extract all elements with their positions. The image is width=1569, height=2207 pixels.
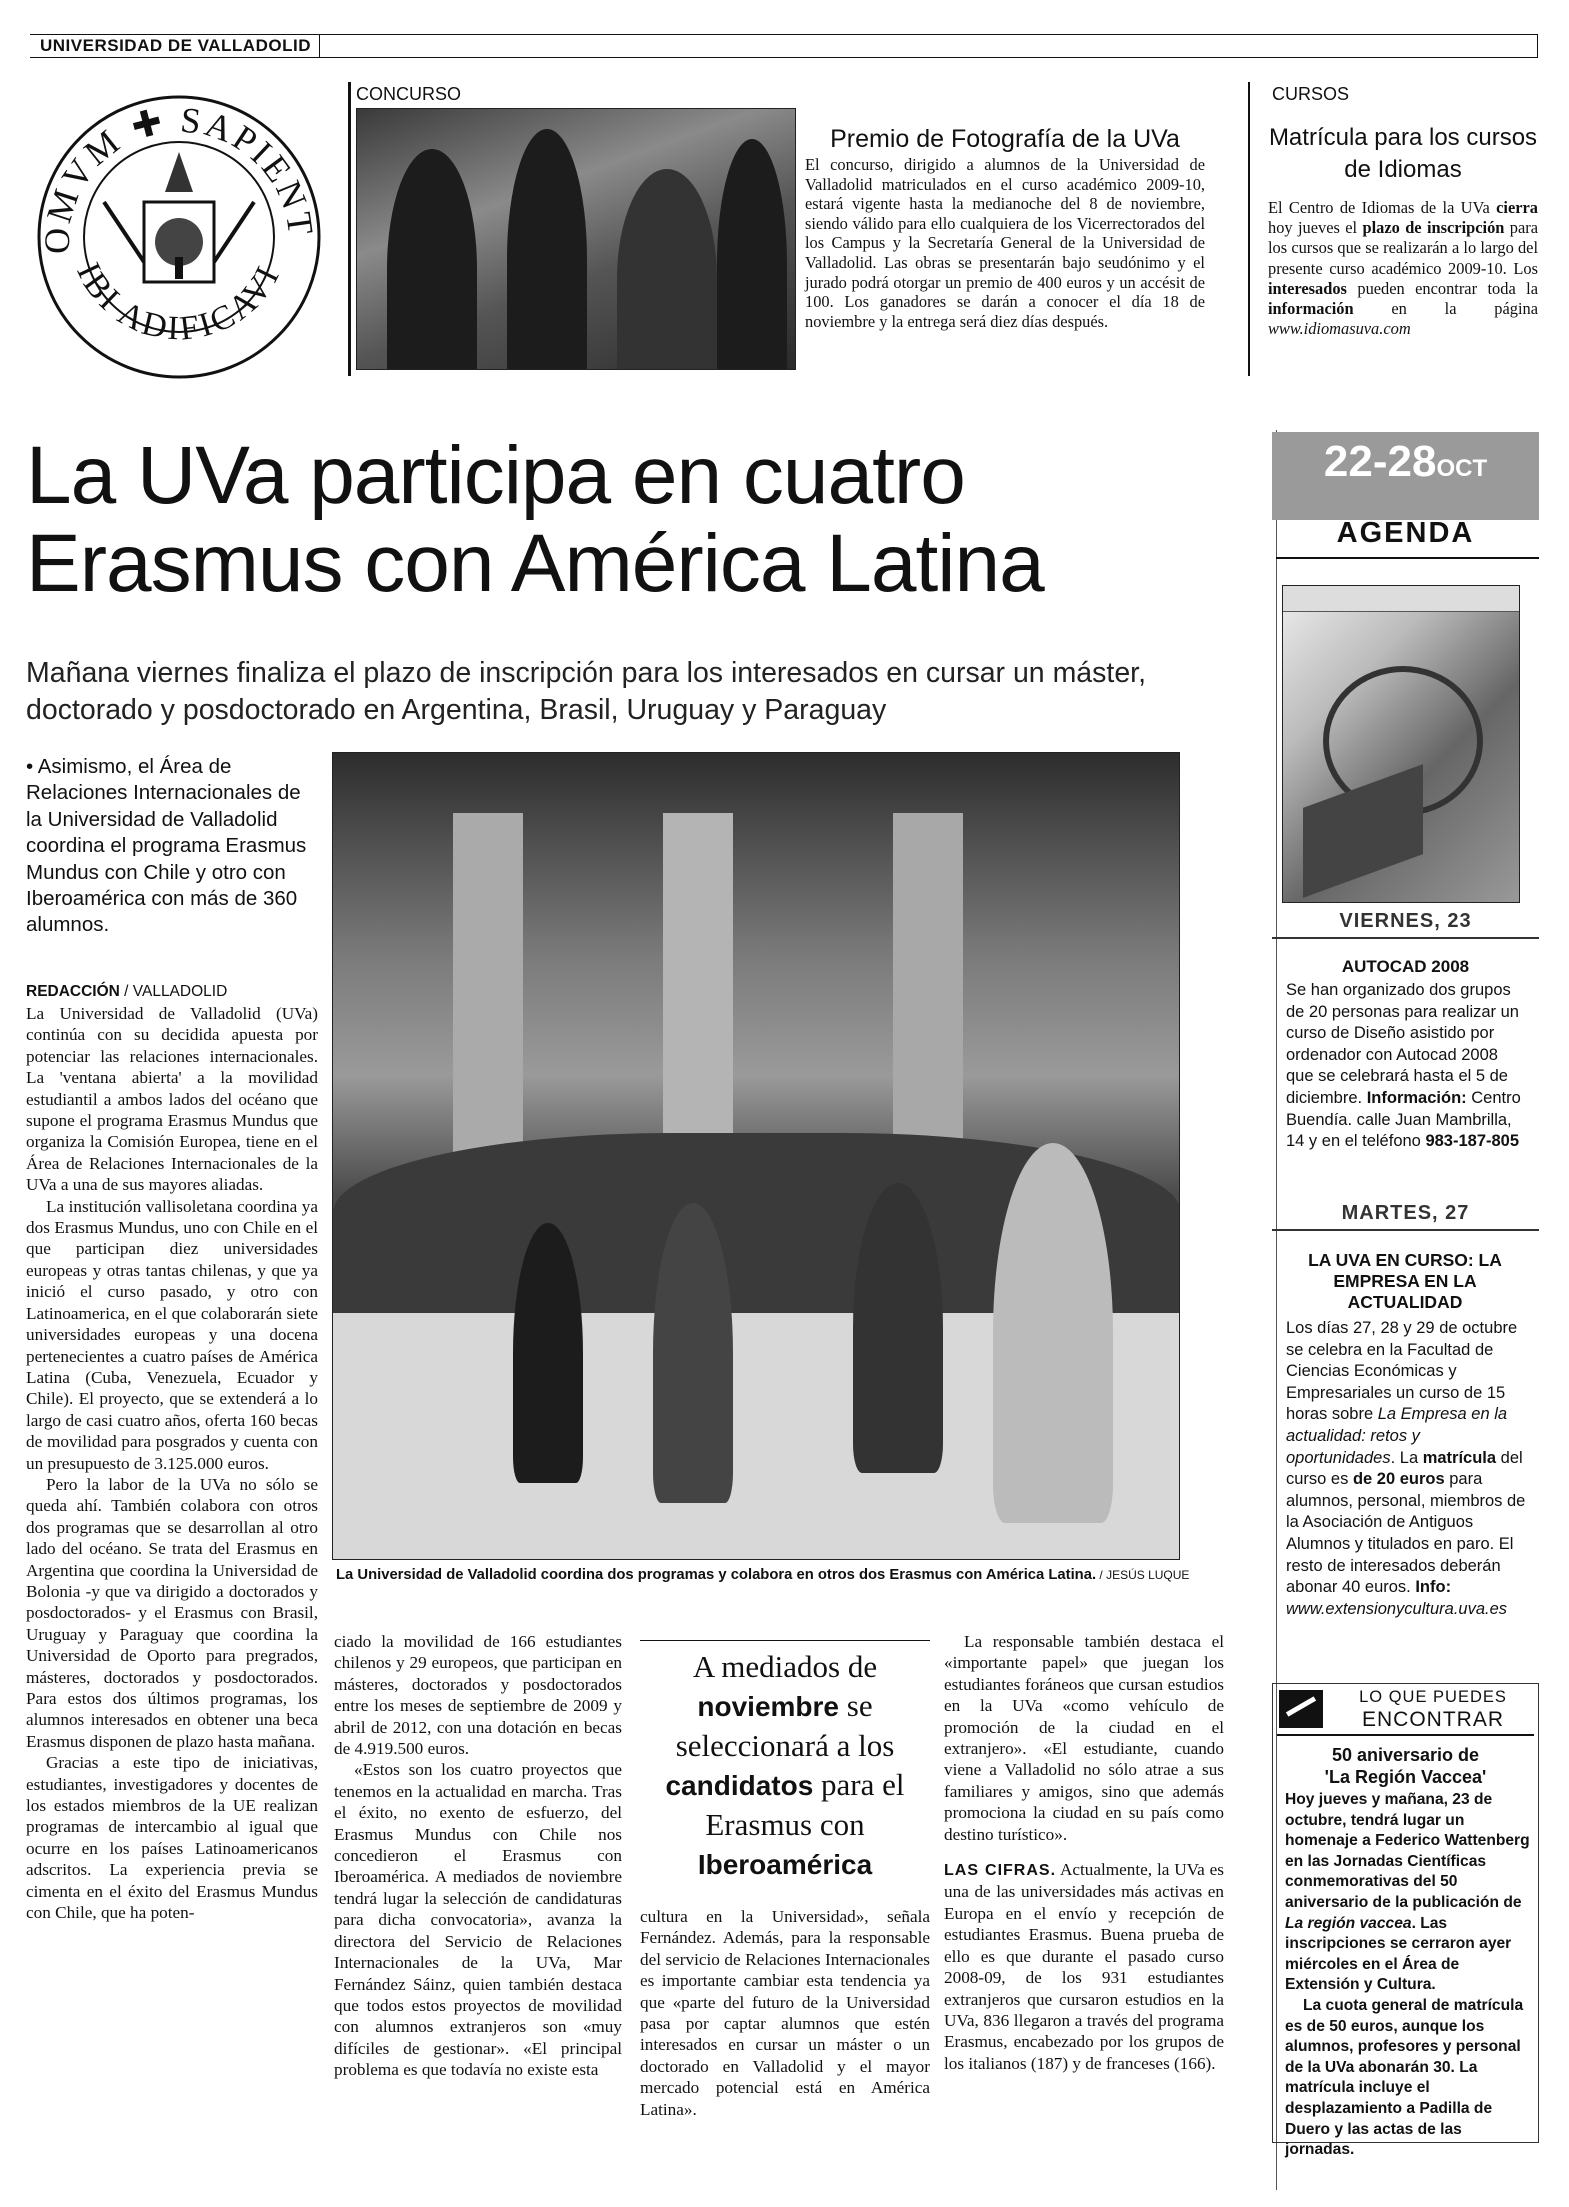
photo-caption: La Universidad de Valladolid coordina dos programas y colabora en otros dos Erasmus con América Latina. / JESÚS LUQUE <box>336 1567 1190 1583</box>
lqpe-logo-icon <box>1279 1690 1323 1728</box>
pull-quote: A mediados de noviembre se seleccionará a los candidatos para el Erasmus con Iberoamérica <box>640 1640 930 1900</box>
event-2-title: LA UVA EN CURSO: LA EMPRESA EN LA ACTUALIDAD <box>1308 1250 1502 1312</box>
svg-text:SIBI ADIFICAVIT: IBI ADIFICAVI <box>69 257 288 348</box>
article-subhead: Mañana viernes finaliza el plazo de inscripción para los interesados en cursar un máster, doctorado y posdoctorado en Argentina, Brasil, Uruguay y Paraguay <box>26 657 1147 726</box>
agenda-title: AGENDA <box>1336 517 1475 549</box>
lqpe-body: Hoy jueves y mañana, 23 de octubre, tendrá lugar un homenaje a Federico Wattenberg en las Jornadas Científicas conmemorativas del 50 aniversario de la publicación de La región vaccea. Las inscripciones se cerraron ayer miércoles en el Área de Extensión y Cultura. La cuota general de matrícula es de 50 euros, aunque los alumnos, profesores y personal de la UVa abonarán 30. La matrícula incluye el desplazamiento a Padilla de Duero y las actas de las jornadas. <box>1285 1791 1530 2159</box>
lqpe-title: 50 aniversario de 'La Región Vaccea' <box>1324 1745 1487 1787</box>
agenda-autocad-image <box>1282 585 1520 903</box>
lqpe-head-2: ENCONTRAR <box>1361 1708 1504 1731</box>
cursos-title: Matrícula para los cursos de Idiomas <box>1268 124 1538 183</box>
concurso-section-label: CONCURSO <box>356 84 462 104</box>
event-1-title: AUTOCAD 2008 <box>1341 957 1470 976</box>
headline-line-2: Erasmus con América Latina <box>26 518 1044 609</box>
concurso-photo <box>356 108 796 370</box>
header-bar <box>30 34 1538 58</box>
article-lead: • Asimismo, el Área de Relaciones Internacionales de la Universidad de Valladolid coordina el programa Erasmus Mundus con Chile y otro con Iberoamérica con más de 360 alumnos. <box>26 755 307 937</box>
agenda-day-1: VIERNES, 23 <box>1272 910 1539 939</box>
article-headline <box>26 432 1266 608</box>
concurso-body: El concurso, dirigido a alumnos de la Universidad de Valladolid matriculados en el curso académico 2009-10, estará vigente hasta la medianoche del 8 de noviembre, siendo válido para ello cualquiera de los Vicerrectorados del los Campus y la Secretaría General de la Universidad de Valladolid. Las obras se presentarán bajo seudónimo y el jurado podrá otorgar un premio de 400 euros y un accésit de 100. Los ganadores se darán a conocer el día 18 de noviembre y la entrega será diez días después. <box>805 155 1205 331</box>
agenda-date-banner: 22-28OCT <box>1272 432 1539 520</box>
seal-icon <box>34 92 324 382</box>
article-column-3: cultura en la Universidad», señala Fernández. Además, para la responsable del servicio de Relaciones Internacionales es importante cambiar esta tendencia ya que «parte del futuro de la Universidad pasa por captar alumnos que estén interesados en cursar un máster o un doctorado en Valladolid y el mayor mercado potencial está en América Latina». <box>640 1907 930 2119</box>
cursos-body: El Centro de Idiomas de la UVa cierra hoy jueves el plazo de inscripción para los cursos que se realizarán a lo largo del presente curso académico 2009-10. Los interesados pueden encontrar toda la información en la página www.idiomasuva.com <box>1268 198 1538 339</box>
article-byline: REDACCIÓN / VALLADOLID <box>26 983 228 1000</box>
article-main-photo <box>332 752 1180 1560</box>
article-column-2: ciado la movilidad de 166 estudiantes chilenos y 29 europeos, que participan en másteres, doctorados y posdoctorados entre los meses de septiembre de 2009 y abril de 2012, con una dotación en becas de 4.919.500 euros. «Estos son los cuatro proyectos que tenemos en la actualidad en marcha. Tras el éxito, no exento de esfuerzo, del Erasmus Mundus con Chile nos concedieron el Erasmus con Iberoamérica. A mediados de noviembre tendrá lugar la selección de candidaturas para dicha convocatoria», avanza la directora del Servicio de Relaciones Internacionales de la UVa, Mar Fernández Sáinz, quien también destaca que todos estos proyectos de movilidad con alumnos extranjeros son «muy difíciles de gestionar». «El principal problema es que todavía no existe esta <box>334 1632 622 2080</box>
article-column-1: La Universidad de Valladolid (UVa) continúa con su decidida apuesta por potenciar las relaciones internacionales. La 'ventana abierta' a la movilidad estudiantil a ambos lados del océano que supone el programa Erasmus Mundus que organiza la Comisión Europea, tiene en el Área de Relaciones Internacionales de la UVa a una de sus mayores aliadas. La institución vallisoletana coordina ya dos Erasmus Mundus, uno con Chile en el que participan diez universidades europeas y otras tantas chilenas, y que ya inició el curso pasado, y otro con Latinoamerica, en el que colaborarán siete universidades europeas y una docena pertenecientes a cuatro países de América Latina (Cuba, Venezuela, Ecuador y Chile). El proyecto, que se extenderá a lo largo de casi cuatro años, oferta 160 becas de movilidad para posgrados y cuenta con un presupuesto de 3.125.000 euros. Pero la labor de la UVa no sólo se queda ahí. También colabora con otros dos programas que se desarrollan al otro lado del océano. Se trata del Erasmus en Argentina que coordina la Universidad de Bolonia -y que va dirigido a doctorados y posdoctorados- y el Erasmus con Brasil, Uruguay y Paraguay que coordina la Universidad de Oporto para pregrados, másteres, doctorados y posdoctorados. Para estos dos últimos programas, los alumnos interesados en obtener una beca Erasmus disponen de plazo hasta mañana. Gracias a este tipo de iniciativas, estudiantes, investigadores y docentes de los estados miembros de la UE realizan programas de intercambio al igual que ocurre en los países Latinoamericanos adscritos. La experiencia previa se cimenta en el éxito del Erasmus Mundus con Chile, que ha poten- <box>26 1004 318 1923</box>
lqpe-box <box>1272 1683 1539 2159</box>
article-column-4: La responsable también destaca el «importante papel» que juegan los estudiantes foráneos que cursan estudios en la UVa «como vehículo de promoción de la ciudad en el extranjero». «El estudiante, cuando viene a Valladolid no sólo atrae a sus familiares y amigos, sino que además promociona la ciudad en su país como destino turístico». LAS CIFRAS. Actualmente, la UVa es una de las universidades más activas en Europa en el envío y recepción de estudiantes Erasmus. Buena prueba de ello es que durante el pasado curso 2008-09, de los 931 estudiantes extranjeros que cursaron estudios en la UVa, 836 llegaron a través del programa Erasmus, encabezado por los grupos de los italianos (187) y de franceses (166). <box>944 1632 1224 2073</box>
agenda-day-2: MARTES, 27 <box>1272 1202 1539 1231</box>
lqpe-head-1: LO QUE PUEDES <box>1359 1688 1507 1706</box>
concurso-title: Premio de Fotografía de la UVa <box>830 125 1180 153</box>
section-label: UNIVERSIDAD DE VALLADOLID <box>30 35 320 57</box>
university-seal <box>34 92 324 382</box>
event-1-body: Se han organizado dos grupos de 20 personas para realizar un curso de Diseño asistido por ordenador con Autocad 2008 que se celebrará hasta el 5 de diciembre. Información: Centro Buendía. calle Juan Mambrilla, 14 y en el teléfono 983-187-805 <box>1286 981 1521 1151</box>
event-2-body: Los días 27, 28 y 29 de octubre se celebra en la Facultad de Ciencias Económicas y Empresariales un curso de 15 horas sobre La Empresa en la actualidad: retos y oportunidades. La matrícula del curso es de 20 euros para alumnos, personal, miembros de la Asociación de Antiguos Alumnos y titulados en paro. El resto de interesados deberán abonar 40 euros. Info: www.extensionycultura.uva.es <box>1286 1319 1526 1618</box>
headline-line-1: La UVa participa en cuatro <box>26 430 965 521</box>
cursos-section-label: CURSOS <box>1272 84 1350 104</box>
svg-text:DOMVM ✚ SAPIENTIA: OMVM ✚ SAPIENT <box>36 99 322 255</box>
